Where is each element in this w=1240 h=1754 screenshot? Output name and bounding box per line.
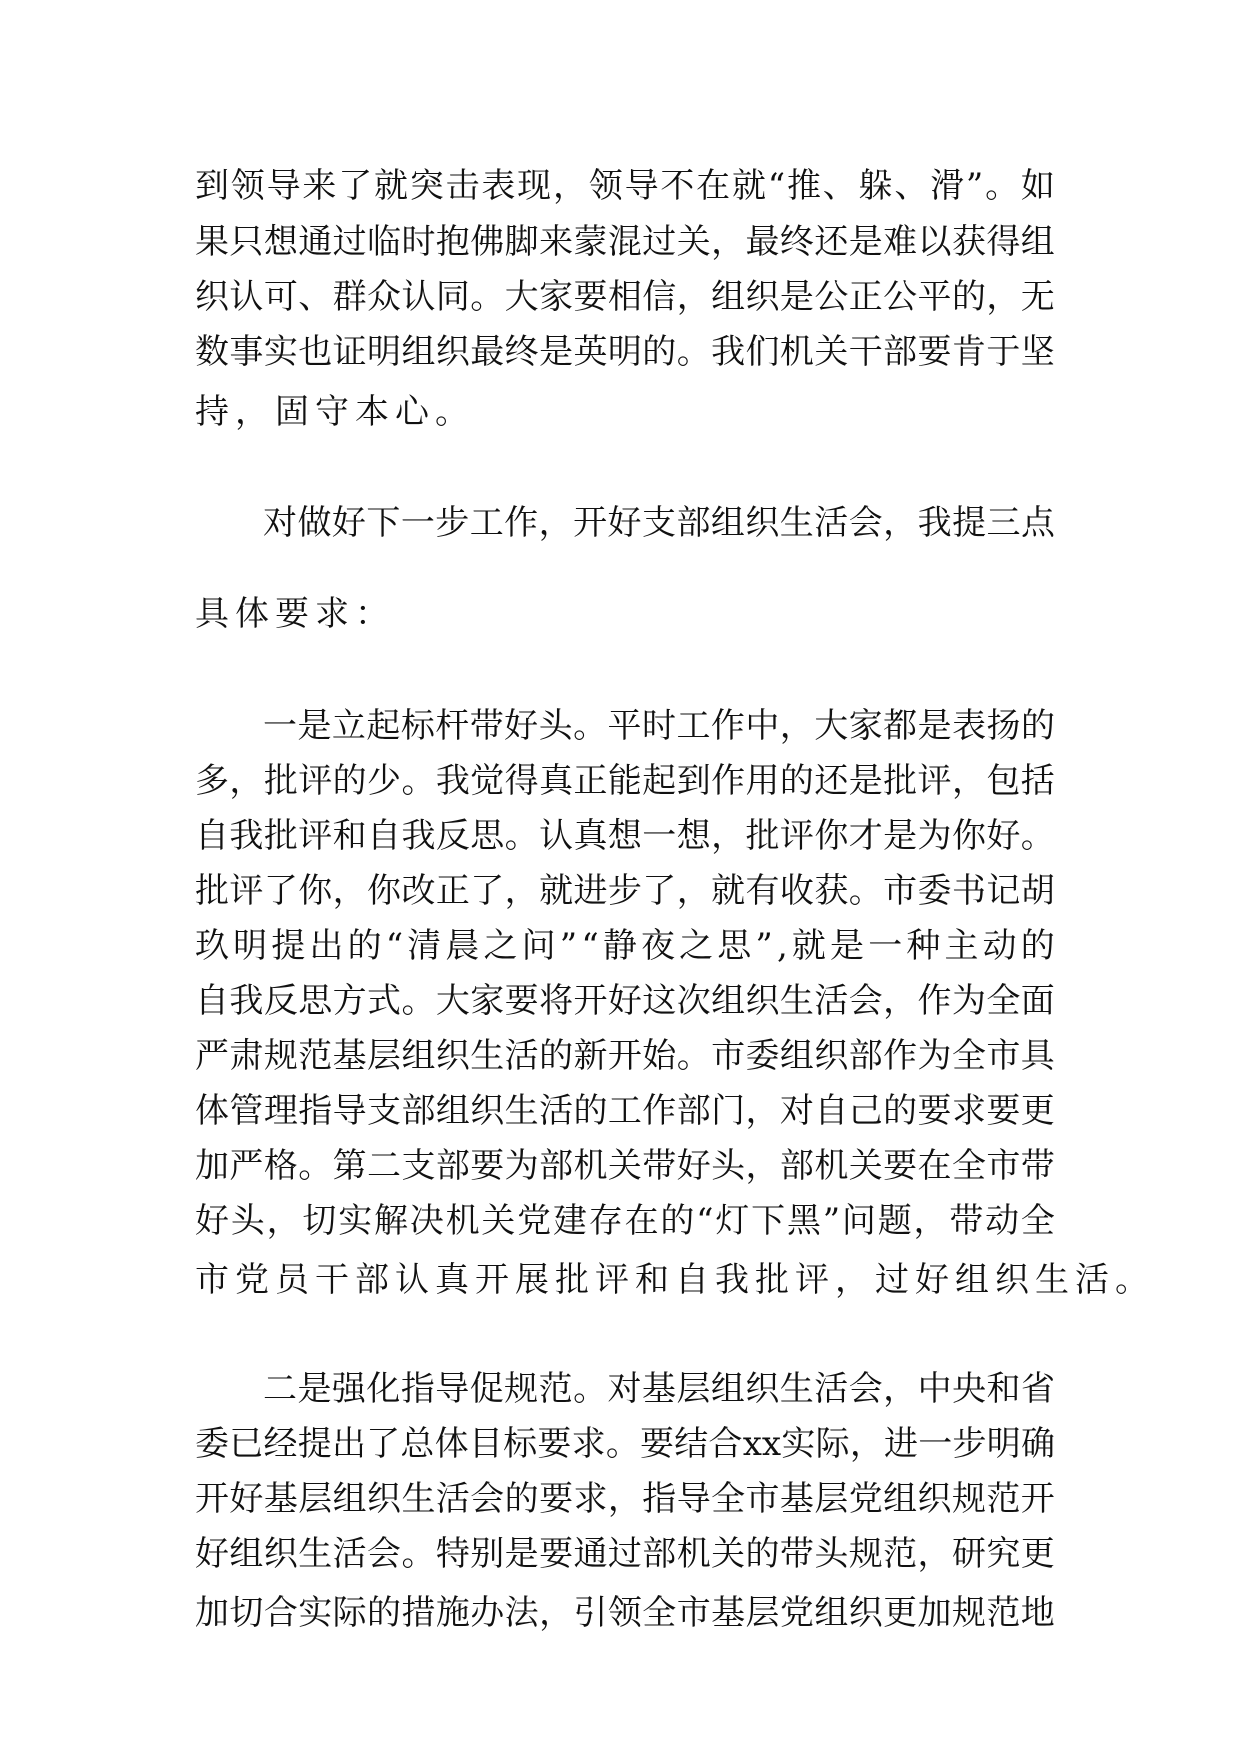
text-line: 开 好 基 层 组 织 生 活 会 的 要 求 ， 指 导 全 市 基 层 党 组 织 规 范 开 <box>195 1479 1055 1519</box>
text-line: 好 头 ， 切 实 解 决 机 关 党 建 存 在 的 “ 灯 下 黑 ” 问 题 ， 带 动 全 <box>195 1201 1055 1241</box>
text-line: 市 党 员 干 部 认 真 开 展 批 评 和 自 我 批 评 ， 过 好 组 织 生 活 。 <box>195 1260 1155 1300</box>
text-line: 果 只 想 通 过 临 时 抱 佛 脚 来 蒙 混 过 关 ， 最 终 还 是 难 以 获 得 组 <box>195 222 1055 262</box>
text-line: 好 组 织 生 活 会 。 特 别 是 要 通 过 部 机 关 的 带 头 规 范 ， 研 究 更 <box>195 1534 1055 1574</box>
text-line: 自 我 批 评 和 自 我 反 思 。 认 真 想 一 想 ， 批 评 你 才 是 为 你 好 。 <box>195 816 1055 856</box>
text-line: 加 切 合 实 际 的 措 施 办 法 ， 引 领 全 市 基 层 党 组 织 更 加 规 范 地 <box>195 1593 1055 1633</box>
text-line: 到 领 导 来 了 就 突 击 表 现 ， 领 导 不 在 就 “ 推 、 躲 、 滑 ” 。 如 <box>195 166 1055 206</box>
text-line: 二 是 强 化 指 导 促 规 范 。 对 基 层 组 织 生 活 会 ， 中 央 和 省 <box>263 1369 1055 1409</box>
text-line: 具 体 要 求 ： <box>195 594 395 634</box>
text-line: 加 严 格 。 第 二 支 部 要 为 部 机 关 带 好 头 ， 部 机 关 要 在 全 市 带 <box>195 1146 1055 1186</box>
text-line: 委 已 经 提 出 了 总 体 目 标 要 求 。 要 结 合 xx 实 际 ， 进 一 步 明 确 <box>195 1424 1055 1464</box>
text-line: 一 是 立 起 标 杆 带 好 头 。 平 时 工 作 中 ， 大 家 都 是 表 扬 的 <box>263 706 1055 746</box>
text-line: 玖 明 提 出 的 “ 清 晨 之 问 ” “ 静 夜 之 思 ” , 就 是 一 种 主 动 的 <box>195 926 1055 966</box>
text-line: 体 管 理 指 导 支 部 组 织 生 活 的 工 作 部 门 ， 对 自 己 的 要 求 要 更 <box>195 1091 1055 1131</box>
text-line: 多 ， 批 评 的 少 。 我 觉 得 真 正 能 起 到 作 用 的 还 是 批 评 ， 包 括 <box>195 761 1055 801</box>
text-line: 批 评 了 你 ， 你 改 正 了 ， 就 进 步 了 ， 就 有 收 获 。 市 委 书 记 胡 <box>195 871 1055 911</box>
text-line: 数 事 实 也 证 明 组 织 最 终 是 英 明 的 。 我 们 机 关 干 部 要 肯 于 坚 <box>195 332 1055 372</box>
text-line: 严 肃 规 范 基 层 组 织 生 活 的 新 开 始 。 市 委 组 织 部 作 为 全 市 具 <box>195 1036 1055 1076</box>
text-line: 持 ， 固 守 本 心 。 <box>195 392 475 432</box>
text-line: 自 我 反 思 方 式 。 大 家 要 将 开 好 这 次 组 织 生 活 会 ， 作 为 全 面 <box>195 981 1055 1021</box>
text-line: 对 做 好 下 一 步 工 作 ， 开 好 支 部 组 织 生 活 会 ， 我 提 三 点 <box>263 503 1055 543</box>
text-line: 织 认 可 、 群 众 认 同 。 大 家 要 相 信 ， 组 织 是 公 正 公 平 的 ， 无 <box>195 277 1055 317</box>
